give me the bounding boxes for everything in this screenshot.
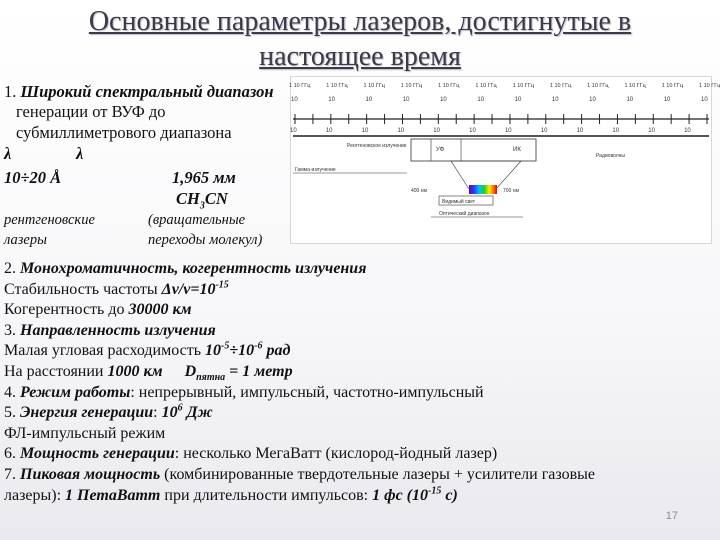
- molecule-formula: $CH_3CN$: [176, 189, 228, 212]
- item-2-stability: Стабильность частоты $\Delta\nu/\nu=10^{-15}$: [4, 279, 229, 298]
- frequency-exponent: 10: [551, 97, 559, 103]
- optical-range-label: Оптический диапазон: [439, 211, 490, 217]
- xray-lasers-line-2: лазеры: [4, 232, 47, 248]
- item-5-mode: ФЛ-импульсный режим: [4, 424, 166, 442]
- wavelength-exponent: 10: [648, 128, 655, 134]
- frequency-exponent: 10: [440, 97, 447, 103]
- uv-label: УФ: [436, 147, 445, 153]
- item-1-line-2: генерации от ВУФ до: [16, 102, 166, 121]
- item-3: 3. Направленность излучения: [4, 321, 216, 339]
- frequency-exponent: 10: [514, 97, 522, 103]
- title-line-2: настоящее время: [259, 41, 461, 72]
- item-1-heading: 1. Широкий спектральный диапазон: [4, 82, 274, 101]
- frequency-labels: [289, 83, 720, 89]
- rotational-line-1: (вращательные: [148, 212, 246, 228]
- ir-label: ИК: [513, 147, 521, 153]
- exponent-row: [291, 97, 708, 103]
- frequency-label: 1 10 ГГц: [624, 83, 646, 89]
- radio-label: Радиоволны: [596, 153, 625, 159]
- max-wavelength: 1,965 мм: [172, 168, 236, 187]
- visible-light-label: Видимый свет: [442, 199, 476, 205]
- wavelength-exponent: 10: [540, 128, 548, 134]
- wavelength-exponent: 10: [469, 128, 476, 134]
- item-6: 6. Мощность генерации: несколько МегаВатт (кислород-йодный лазер): [4, 445, 498, 463]
- frequency-exponent: 10: [663, 97, 671, 103]
- wavelength-exponent: 10: [397, 128, 405, 134]
- frequency-exponent: 10: [477, 97, 485, 103]
- item-1-line-3: субмиллиметрового диапазона: [16, 123, 232, 142]
- wavelength-exponent: 10: [361, 128, 369, 134]
- item-4: 4. Режим работы: непрерывный, импульсный, частотно-импульсный: [4, 383, 484, 401]
- item-2: 2. Монохроматичность, когерентность излучения: [4, 260, 367, 277]
- gamma-label: Гамма-излучение: [295, 167, 336, 173]
- item-5: 5. Энергия генерации: $10^6$ Дж: [4, 402, 213, 422]
- xray-lasers-line-1: рентгеновские: [4, 212, 95, 228]
- frequency-label: 1 10 ГГц: [289, 83, 311, 89]
- frequency-exponent: 10: [626, 97, 634, 103]
- item-1-bold: Широкий спектральный диапазон: [20, 82, 274, 101]
- item-7: 7. Пиковая мощность (комбинированные твердотельные лазеры + усилители газовые: [4, 465, 596, 483]
- page-number: 17: [665, 510, 678, 522]
- rotational-line-2: переходы молекул): [148, 232, 263, 248]
- frequency-exponent: 10: [328, 97, 335, 103]
- min-wavelength: 10÷20 Å: [4, 168, 62, 187]
- item-3-divergence: Малая угловая расходимость $10^{-5}\div 10^{-6}$ рад: [4, 341, 291, 360]
- frequency-exponent: 10: [589, 97, 596, 103]
- frequency-label: 1 10 ГГц: [475, 83, 497, 89]
- nm-700-label: 700 нм: [503, 188, 519, 194]
- visible-zoom-lines: [451, 161, 521, 189]
- wavelength-exponent: 10: [433, 128, 440, 134]
- nm-400-label: 400 нм: [411, 188, 427, 194]
- frequency-label: 1 10 ГГц: [587, 83, 609, 89]
- frequency-label: 1 10 ГГц: [512, 83, 534, 89]
- wavelength-exponent: 10: [290, 128, 297, 134]
- slide-title: [0, 4, 720, 74]
- wavelength-exponent: 10: [325, 128, 333, 134]
- item-2-coherence: Когерентность до 30000 км: [4, 301, 192, 319]
- parameters-list: [4, 259, 704, 506]
- visible-spectrum-bar: [469, 185, 497, 194]
- wavelength-exponent: 10: [576, 128, 584, 134]
- title-line-1: Основные параметры лазеров, достигнутые в: [88, 6, 632, 37]
- wavelength-exponent: 10: [684, 128, 691, 134]
- wavelength-exponent: 10: [504, 128, 512, 134]
- wavelength-exponent: 10: [612, 128, 620, 134]
- wavelength-exponent-row: [290, 128, 691, 134]
- em-spectrum-diagram: [289, 76, 720, 244]
- xray-region-label: Рентгеновское излучение: [347, 143, 407, 149]
- frequency-label: 1 10 ГГц: [661, 83, 684, 89]
- frequency-label: 1 10 ГГц: [400, 83, 423, 89]
- lambda-max-symbol: λ: [76, 144, 84, 163]
- frequency-label: 1 10 ГГц: [699, 83, 720, 89]
- frequency-exponent: 10: [365, 97, 373, 103]
- frequency-label: 1 10 ГГц: [438, 83, 460, 89]
- frequency-label: 1 10 ГГц: [549, 83, 572, 89]
- frequency-label: 1 10 ГГц: [326, 83, 348, 89]
- item-3-spot: На расстоянии 1000 км $D_{пятна} = 1$ метр: [4, 362, 293, 384]
- frequency-exponent: 10: [701, 97, 708, 103]
- lambda-min-symbol: λ: [4, 144, 12, 163]
- frequency-label: 1 10 ГГц: [363, 83, 385, 89]
- frequency-exponent: 10: [291, 97, 298, 103]
- frequency-exponent: 10: [402, 97, 410, 103]
- region-bar: [293, 135, 709, 137]
- item-7-cont: лазеры): 1 ПетаВатт при длительности импульсов: 1 фс ($10^{-15}$ с): [4, 485, 458, 504]
